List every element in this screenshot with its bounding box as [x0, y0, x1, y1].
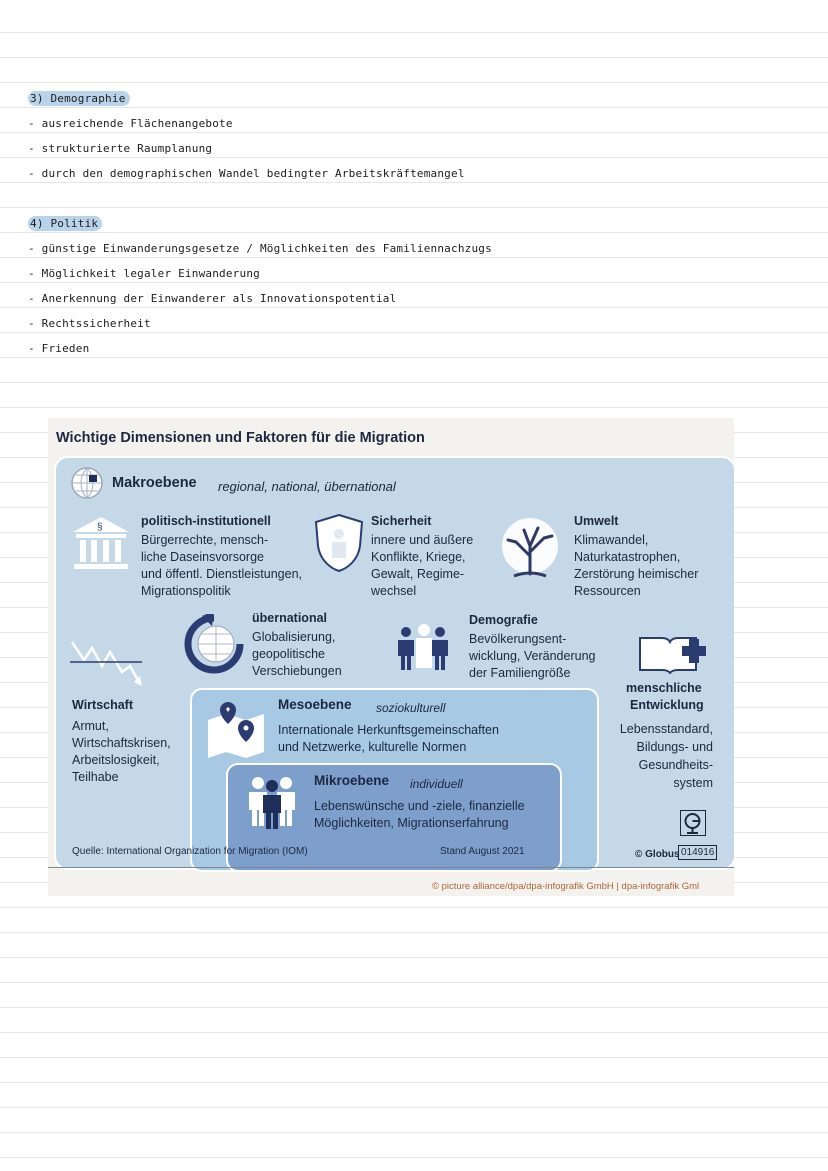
meso-label: Mesoebene [278, 697, 352, 712]
entwicklung-line: Gesundheits- [638, 758, 713, 772]
entwicklung-title: Entwicklung [630, 698, 704, 712]
mikro-label: Mikroebene [314, 773, 390, 788]
divider [48, 867, 734, 868]
wirtschaft-line: Teilhabe [72, 770, 119, 784]
wirtschaft-line: Wirtschaftskrisen, [72, 736, 171, 750]
umwelt-line: Zerstörung heimischer [574, 567, 699, 581]
declining-chart-icon [68, 636, 144, 688]
note-line: - Möglichkeit legaler Einwanderung [28, 267, 260, 280]
map-pins-icon [206, 698, 268, 758]
wirtschaft-title: Wirtschaft [72, 698, 134, 712]
wirtschaft-line: Armut, [72, 719, 109, 733]
government-building-icon [70, 514, 132, 572]
meso-line: Internationale Herkunftsgemeinschaften [278, 723, 499, 737]
umwelt-line: Naturkatastrophen, [574, 550, 681, 564]
politisch-line: liche Daseinsvorsorge [141, 550, 264, 564]
svg-text:§: § [97, 522, 103, 533]
meso-sub: soziokulturell [376, 701, 446, 715]
heading-politik: 4) Politik [28, 217, 102, 230]
demografie-line: wicklung, Veränderung [469, 649, 596, 663]
wirtschaft-line: Arbeitslosigkeit, [72, 753, 160, 767]
note-line: - Frieden [28, 342, 90, 355]
migration-infographic [48, 418, 734, 896]
makro-sub: regional, national, übernational [218, 479, 396, 494]
entwicklung-line: Bildungs- und [636, 740, 713, 754]
politisch-line: und öffentl. Dienstleistungen, [141, 567, 302, 581]
uebernational-title: übernational [252, 611, 328, 625]
dead-tree-icon [496, 516, 564, 580]
stand-text: Stand August 2021 [440, 846, 525, 857]
book-health-icon [638, 634, 708, 674]
uebernational-line: Globalisierung, [252, 630, 336, 644]
globus-logo-icon [681, 811, 704, 834]
mikro-sub: individuell [410, 777, 463, 791]
globus-logo [680, 810, 706, 836]
demografie-line: Bevölkerungsent- [469, 632, 567, 646]
shield-icon [312, 512, 366, 574]
note-line: - Rechtssicherheit [28, 317, 151, 330]
note-line: - strukturierte Raumplanung [28, 142, 213, 155]
umwelt-title: Umwelt [574, 514, 619, 528]
politisch-line: Bürgerrechte, mensch- [141, 533, 269, 547]
globus-label: © Globus [635, 849, 680, 860]
note-line: - ausreichende Flächenangebote [28, 117, 233, 130]
entwicklung-line: system [673, 776, 713, 790]
umwelt-line: Klimawandel, [574, 533, 649, 547]
note-line: - Anerkennung der Einwanderer als Innovationspotential [28, 292, 397, 305]
meso-line: und Netzwerke, kulturelle Normen [278, 740, 467, 754]
family-icon [392, 622, 456, 672]
sicherheit-line: wechsel [371, 584, 417, 598]
globalization-globe-icon [182, 614, 246, 674]
heading-demographie: 3) Demographie [28, 92, 130, 105]
note-line: - günstige Einwanderungsgesetze / Möglichkeiten des Familiennachzugs [28, 242, 492, 255]
uebernational-line: geopolitische [252, 647, 325, 661]
copyright-text: © picture alliance/dpa/dpa-infografik GmbH | dpa-infografik Gml [432, 881, 700, 892]
umwelt-line: Ressourcen [574, 584, 641, 598]
entwicklung-line: Lebensstandard, [619, 722, 713, 736]
infographic-title: Wichtige Dimensionen und Faktoren für die Migration [56, 430, 425, 446]
uebernational-line: Verschiebungen [252, 664, 342, 678]
mikro-line: Möglichkeiten, Migrationserfahrung [314, 816, 509, 830]
mikro-line: Lebenswünsche und -ziele, finanzielle [314, 799, 525, 813]
sicherheit-line: innere und äußere [371, 533, 474, 547]
note-line: - durch den demographischen Wandel bedingter Arbeitskräftemangel [28, 167, 465, 180]
demografie-title: Demografie [469, 613, 538, 627]
politisch-title: politisch-institutionell [141, 514, 271, 528]
politisch-line: Migrationspolitik [141, 584, 231, 598]
people-group-icon [244, 774, 300, 830]
sicherheit-line: Gewalt, Regime- [371, 567, 465, 581]
globe-icon [70, 466, 104, 500]
globus-number: 014916 [678, 845, 717, 860]
demografie-line: der Familiengröße [469, 666, 571, 680]
sicherheit-line: Konflikte, Kriege, [371, 550, 466, 564]
source-text: Quelle: International Organization for Migration (IOM) [72, 846, 308, 857]
sicherheit-title: Sicherheit [371, 514, 432, 528]
makro-label: Makroebene [112, 475, 197, 491]
entwicklung-title: menschliche [626, 681, 702, 695]
